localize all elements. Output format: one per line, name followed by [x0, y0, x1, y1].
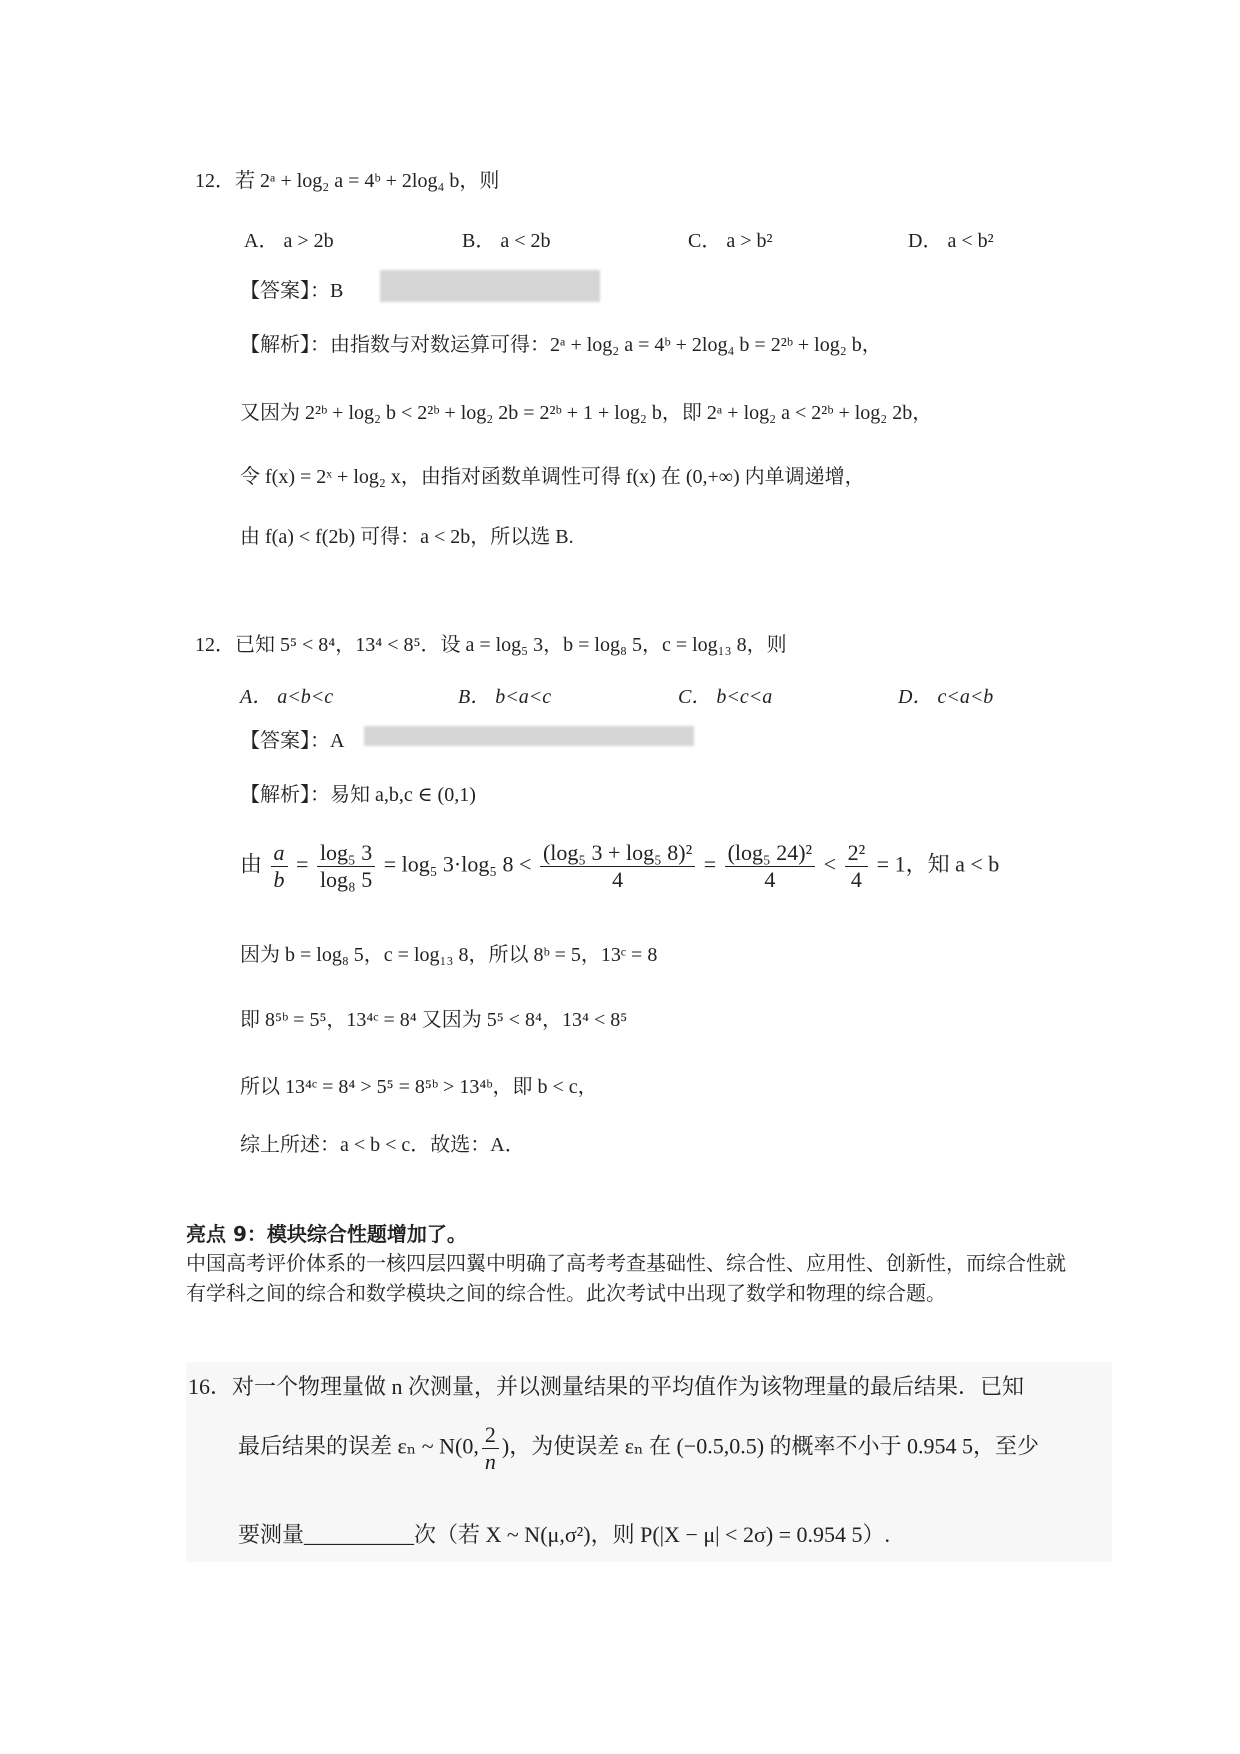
q1-option-a: A． a > 2b [244, 230, 334, 252]
fl-eq1: = [296, 851, 309, 877]
q1-analysis-1: 【解析】：由指数与对数运算可得：2ᵃ + log₂ a = 4ᵇ + 2log₄ b = 2²ᵇ + log₂ b， [240, 334, 882, 356]
fl-lt: < [823, 851, 837, 877]
q3-line3-pre: 要测量 [238, 1522, 305, 1547]
q2-analysis-1: 因为 b = log₈ 5，c = log₁₃ 8，所以 8ᵇ = 5，13ᶜ = 8 [240, 944, 658, 966]
denominator: 4 [850, 867, 862, 892]
q1-analysis-2: 又因为 2²ᵇ + log₂ b < 2²ᵇ + log₂ 2b = 2²ᵇ + 1 + log₂ b，即 2ᵃ + log₂ a < 2²ᵇ + log₂ 2b， [240, 402, 933, 424]
answer-blank: __________ [304, 1522, 415, 1547]
q1-stem: 12．若 2ᵃ + log₂ a = 4ᵇ + 2log₄ b，则 [195, 170, 500, 192]
fl-mid: = log₅ 3·log₅ 8 < [383, 851, 532, 877]
numerator: a [271, 840, 288, 867]
q3-line-2 [238, 1422, 1039, 1475]
fraction-sum-squared [540, 840, 695, 893]
q3-line2-pre: 最后结果的误差 εₙ ~ N(0, [238, 1433, 479, 1459]
q2-option-d: D． c<a<b [898, 686, 994, 708]
q2-option-b: B． b<a<c [458, 686, 552, 708]
blur-mask [364, 726, 694, 746]
numerator: log₅ 3 [317, 840, 375, 867]
q1-analysis-3: 令 f(x) = 2ˣ + log₂ x，由指对函数单调性可得 f(x) 在 (0,+∞) 内单调递增， [240, 466, 865, 488]
q2-option-c: C． b<c<a [678, 686, 773, 708]
q1-option-d: D． a < b² [908, 230, 994, 252]
q3-line-1: 16．对一个物理量做 n 次测量，并以测量结果的平均值作为该物理量的最后结果．已知 [188, 1374, 1025, 1399]
numerator: (log₅ 24)² [725, 840, 816, 867]
denominator: n [484, 1449, 496, 1474]
q2-analysis-3: 所以 13⁴ᶜ = 8⁴ > 5⁵ = 8⁵ᵇ > 13⁴ᵇ，即 b < c， [240, 1076, 598, 1098]
section-heading: 亮点 9：模块综合性题增加了。 [186, 1222, 467, 1246]
fraction-a-b [271, 840, 288, 893]
fl-suffix: = 1，知 a < b [876, 851, 1000, 877]
q3-line3-post: 次（若 X ~ N(μ,σ²)，则 P(|X − μ| < 2σ) = 0.954 5）. [414, 1522, 891, 1547]
fl-eq2: = [703, 851, 717, 877]
q2-fraction-line [240, 840, 999, 893]
q1-option-c: C． a > b² [688, 230, 773, 252]
denominator: 4 [612, 867, 624, 892]
q2-stem: 12．已知 5⁵ < 8⁴，13⁴ < 8⁵．设 a = log₅ 3，b = log₈ 5，c = log₁₃ 8，则 [195, 634, 787, 656]
blur-mask [380, 270, 600, 302]
numerator: (log₅ 3 + log₅ 8)² [540, 840, 695, 867]
fl-prefix: 由 [240, 851, 263, 877]
fraction-2-n [482, 1422, 499, 1475]
q2-answer: 【答案】：A [240, 730, 345, 752]
numerator: 2 [482, 1422, 499, 1449]
q2-analysis-intro: 【解析】：易知 a,b,c ∈ (0,1) [240, 784, 476, 806]
numerator: 2² [845, 840, 869, 867]
q2-analysis-2: 即 8⁵ᵇ = 5⁵，13⁴ᶜ = 8⁴ 又因为 5⁵ < 8⁴，13⁴ < 8⁵ [240, 1009, 628, 1031]
q3-line-3 [238, 1518, 890, 1549]
section-paragraph: 中国高考评价体系的一核四层四翼中明确了高考考查基础性、综合性、应用性、创新性，而综合性就有学科之间的综合和数学模块之间的综合性。此次考试中出现了数学和物理的综合题。 [186, 1251, 1066, 1305]
q1-analysis-4: 由 f(a) < f(2b) 可得：a < 2b，所以选 B. [240, 526, 574, 548]
q2-analysis-4: 综上所述：a < b < c．故选：A． [240, 1134, 525, 1156]
q3-image [186, 1362, 1112, 1562]
denominator: b [273, 867, 285, 892]
q1-answer: 【答案】：B [240, 280, 344, 302]
fraction-log24 [725, 840, 816, 893]
fraction-logs [317, 840, 375, 893]
q1-option-b: B． a < 2b [462, 230, 551, 252]
q2-option-a: A． a<b<c [240, 686, 334, 708]
fraction-2sq-4 [845, 840, 869, 893]
denominator: log₈ 5 [319, 867, 373, 892]
denominator: 4 [764, 867, 776, 892]
q3-line2-post: )，为使误差 εₙ 在 (−0.5,0.5) 的概率不小于 0.954 5，至少 [501, 1433, 1040, 1459]
